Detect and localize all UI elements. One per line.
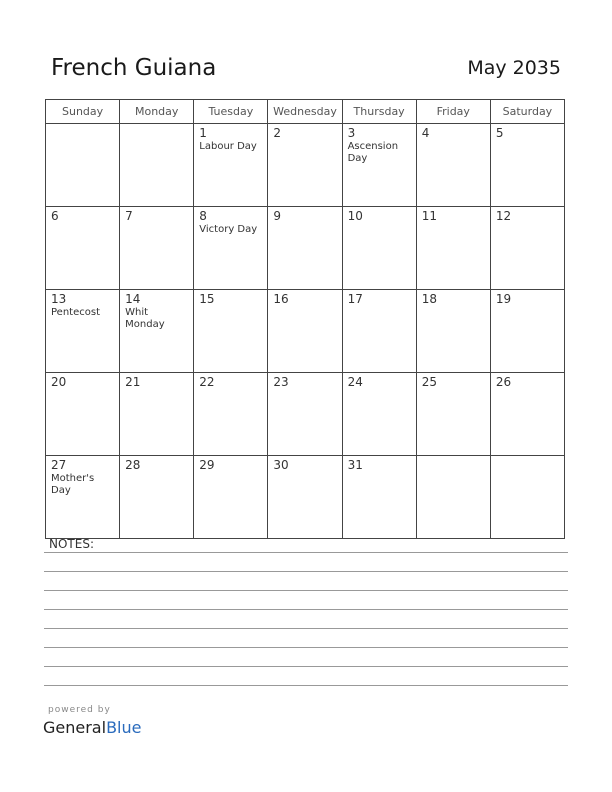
holiday-label: Pentecost <box>51 307 100 318</box>
weekday-wednesday: Wednesday <box>268 100 342 124</box>
day-number: 21 <box>125 375 141 389</box>
brand-logo <box>43 718 141 737</box>
weekday-saturday: Saturday <box>490 100 564 124</box>
powered-by-text: powered by <box>48 705 111 715</box>
day-number: 24 <box>347 375 363 389</box>
calendar-day-cell <box>490 290 564 373</box>
calendar-day-cell <box>46 290 120 373</box>
notes-line <box>44 552 568 553</box>
calendar-day-cell <box>416 124 490 207</box>
notes-line <box>44 571 568 572</box>
calendar-day-cell <box>490 124 564 207</box>
notes-label: NOTES: <box>49 537 94 551</box>
holiday-label: Victory Day <box>199 224 258 235</box>
calendar-day-cell <box>194 456 268 539</box>
day-number: 6 <box>51 209 59 223</box>
calendar-week-row <box>46 373 565 456</box>
brand-blue-text: Blue <box>106 718 142 737</box>
day-number: 22 <box>199 375 215 389</box>
day-number: 1 <box>199 126 207 140</box>
calendar-day-cell <box>194 207 268 290</box>
notes-line <box>44 609 568 610</box>
day-number: 17 <box>347 292 363 306</box>
brand-general-text: General <box>43 718 107 737</box>
day-number: 31 <box>347 458 363 472</box>
notes-line <box>44 647 568 648</box>
notes-line <box>44 628 568 629</box>
day-number: 9 <box>273 209 282 223</box>
calendar-day-cell <box>120 456 194 539</box>
day-number: 26 <box>495 375 512 389</box>
calendar-day-cell <box>342 207 416 290</box>
day-number: 14 <box>125 292 141 306</box>
day-number: 15 <box>199 292 215 306</box>
day-number: 29 <box>199 458 215 472</box>
calendar-day-cell <box>490 207 564 290</box>
calendar-day-cell <box>46 373 120 456</box>
calendar-day-cell <box>416 290 490 373</box>
notes-line <box>44 666 568 667</box>
calendar-day-cell <box>342 290 416 373</box>
calendar-day-cell <box>268 456 342 539</box>
day-number: 28 <box>125 458 141 472</box>
holiday-label: Ascension Day <box>347 141 399 164</box>
calendar-title: French Guiana <box>51 55 217 81</box>
calendar-day-cell <box>194 290 268 373</box>
day-number: 10 <box>347 209 363 223</box>
weekday-sunday: Sunday <box>46 100 120 124</box>
weekday-friday: Friday <box>416 100 490 124</box>
holiday-label: Mother's Day <box>51 473 95 496</box>
day-number: 30 <box>273 458 289 472</box>
day-number: 27 <box>51 458 67 472</box>
day-number: 16 <box>273 292 289 306</box>
day-number: 7 <box>125 209 133 223</box>
day-number: 12 <box>495 209 512 223</box>
calendar-day-cell <box>342 124 416 207</box>
calendar-day-cell <box>120 207 194 290</box>
calendar-day-cell <box>342 456 416 539</box>
calendar-day-cell <box>46 124 120 207</box>
day-number: 4 <box>421 126 430 140</box>
weekday-header-row <box>46 100 565 124</box>
day-number: 2 <box>273 126 282 140</box>
calendar-day-cell <box>416 373 490 456</box>
holiday-label: Whit Monday <box>125 307 165 330</box>
notes-line <box>44 590 568 591</box>
calendar-day-cell <box>490 373 564 456</box>
calendar-week-row <box>46 456 565 539</box>
month-year: May 2035 <box>467 57 561 79</box>
calendar-day-cell <box>194 373 268 456</box>
calendar-day-cell <box>416 207 490 290</box>
calendar-day-cell <box>46 207 120 290</box>
day-number: 19 <box>495 292 512 306</box>
calendar-day-cell <box>490 456 564 539</box>
calendar-day-cell <box>120 124 194 207</box>
calendar-day-cell <box>120 373 194 456</box>
weekday-monday: Monday <box>120 100 194 124</box>
weekday-tuesday: Tuesday <box>194 100 268 124</box>
calendar-body <box>46 124 565 539</box>
calendar-day-cell <box>268 290 342 373</box>
calendar-day-cell <box>268 207 342 290</box>
notes-line <box>44 685 568 686</box>
day-number: 8 <box>199 209 207 223</box>
day-number: 25 <box>421 375 437 389</box>
holiday-label: Labour Day <box>199 141 257 152</box>
calendar-day-cell <box>416 456 490 539</box>
day-number: 11 <box>421 209 437 223</box>
calendar-week-row <box>46 290 565 373</box>
day-number: 13 <box>51 292 67 306</box>
day-number: 23 <box>273 375 289 389</box>
calendar-day-cell <box>268 373 342 456</box>
calendar-day-cell <box>120 290 194 373</box>
day-number: 18 <box>421 292 437 306</box>
calendar-day-cell <box>268 124 342 207</box>
day-number: 5 <box>495 126 504 140</box>
calendar-day-cell <box>194 124 268 207</box>
calendar-week-row <box>46 207 565 290</box>
calendar-week-row <box>46 124 565 207</box>
day-number: 20 <box>51 375 67 389</box>
day-number: 3 <box>347 126 356 140</box>
calendar-day-cell <box>342 373 416 456</box>
calendar-grid <box>45 99 565 539</box>
calendar-day-cell <box>46 456 120 539</box>
weekday-thursday: Thursday <box>342 100 416 124</box>
